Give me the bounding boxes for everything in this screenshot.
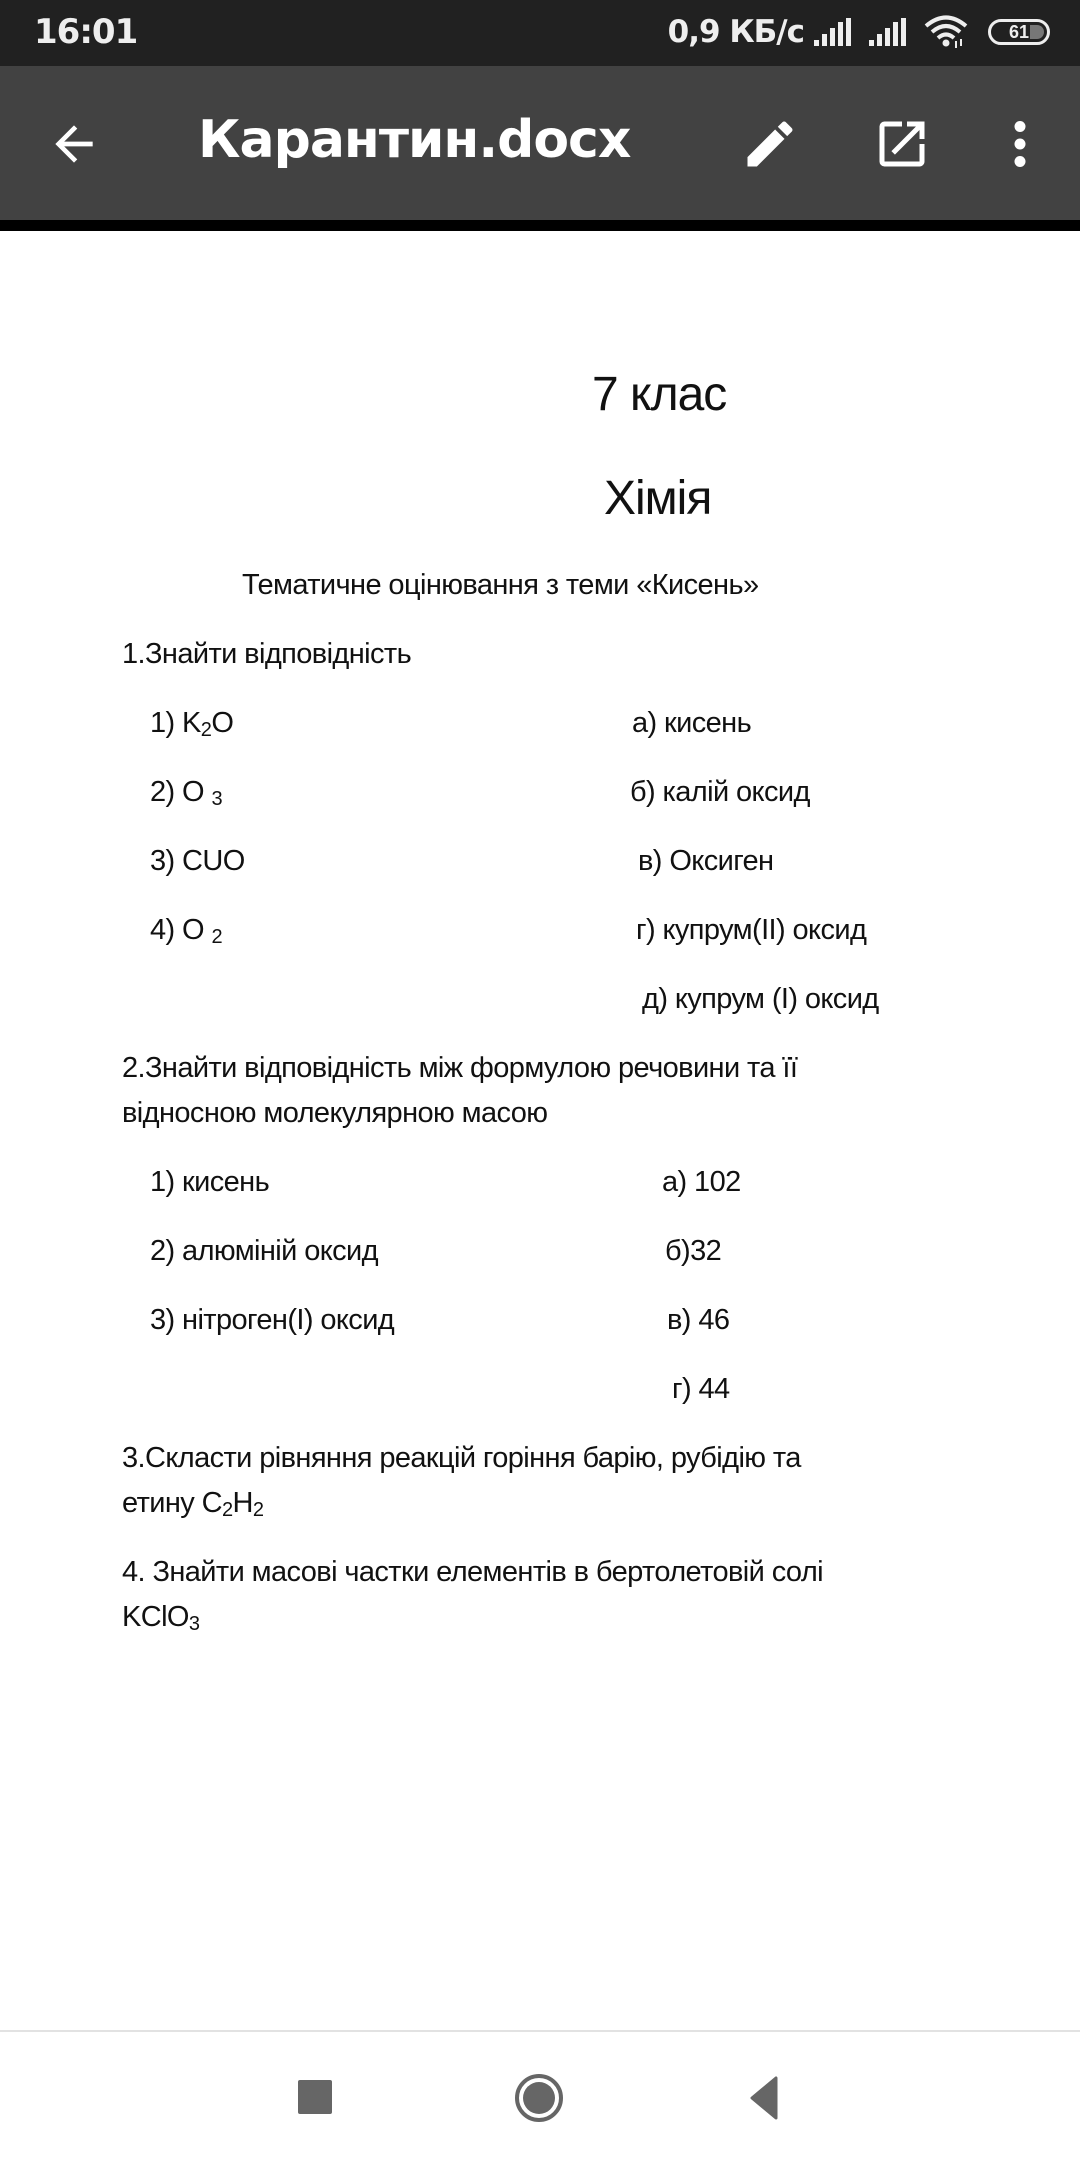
- home-circle-icon[interactable]: [515, 2074, 563, 2122]
- app-bar: [0, 66, 1080, 220]
- back-arrow-icon[interactable]: [46, 116, 102, 172]
- q2-right-item: в) 46: [667, 1304, 730, 1336]
- q2-right-item: а) 102: [662, 1166, 741, 1198]
- wifi-icon: [924, 15, 968, 49]
- q1-left-item: 4) O $_2$: [150, 914, 222, 948]
- q3-line1: 3.Скласти рівняння реакцій горіння барію, рубідію та: [122, 1442, 801, 1474]
- edit-pencil-icon[interactable]: [740, 114, 800, 174]
- q2-title-line2: відносною молекулярною масою: [122, 1097, 548, 1129]
- q2-right-item: б)32: [665, 1235, 722, 1267]
- q1-left-item: 1) $K_2O$: [150, 707, 234, 741]
- battery-level: 61: [1008, 21, 1030, 42]
- status-icons: [668, 12, 1050, 52]
- status-bar: [0, 0, 1080, 66]
- q2-left-item: 3) нітроген(І) оксид: [150, 1304, 395, 1336]
- q4-line2: KClO$_3$: [122, 1601, 200, 1635]
- doc-subtitle: Тематичне оцінювання з теми «Кисень»: [242, 569, 759, 601]
- app-bar-shadow: [0, 220, 1080, 231]
- status-time: 16:01: [34, 12, 138, 52]
- doc-grade: 7 клас: [592, 368, 727, 421]
- battery-icon: [988, 19, 1050, 45]
- doc-subject: Хімія: [604, 472, 712, 525]
- network-speed: 0,9 КБ/с: [667, 14, 804, 50]
- q1-right-item: г) купрум(ІІ) оксид: [636, 914, 867, 946]
- q2-left-item: 2) алюміній оксид: [150, 1235, 378, 1267]
- q1-right-item: в) Оксиген: [638, 845, 774, 877]
- q1-title: 1.Знайти відповідність: [122, 638, 412, 670]
- q2-title-line1: 2.Знайти відповідність між формулою речовини та її: [122, 1052, 798, 1084]
- system-nav-bar: [0, 2030, 1080, 2162]
- signal-icon: [814, 18, 851, 46]
- back-triangle-icon[interactable]: [740, 2074, 788, 2122]
- q1-right-item: д) купрум (І) оксид: [642, 983, 879, 1015]
- q4-line1: 4. Знайти масові частки елементів в бертолетовій солі: [122, 1556, 823, 1588]
- recents-square-icon[interactable]: [292, 2074, 340, 2122]
- document-title: Карантин.docx: [198, 110, 631, 170]
- q3-line2: етину $C_2H_2$: [122, 1487, 264, 1521]
- q1-right-item: б) калій оксид: [630, 776, 810, 808]
- q1-left-item: 2) O $_3$: [150, 776, 222, 810]
- open-external-icon[interactable]: [872, 114, 932, 174]
- q1-right-item: а) кисень: [632, 707, 752, 739]
- signal-icon: [869, 18, 906, 46]
- q2-left-item: 1) кисень: [150, 1166, 270, 1198]
- q2-right-item: г) 44: [672, 1373, 730, 1405]
- q1-left-item: 3) CUO: [150, 845, 245, 877]
- more-vert-icon[interactable]: [990, 114, 1050, 174]
